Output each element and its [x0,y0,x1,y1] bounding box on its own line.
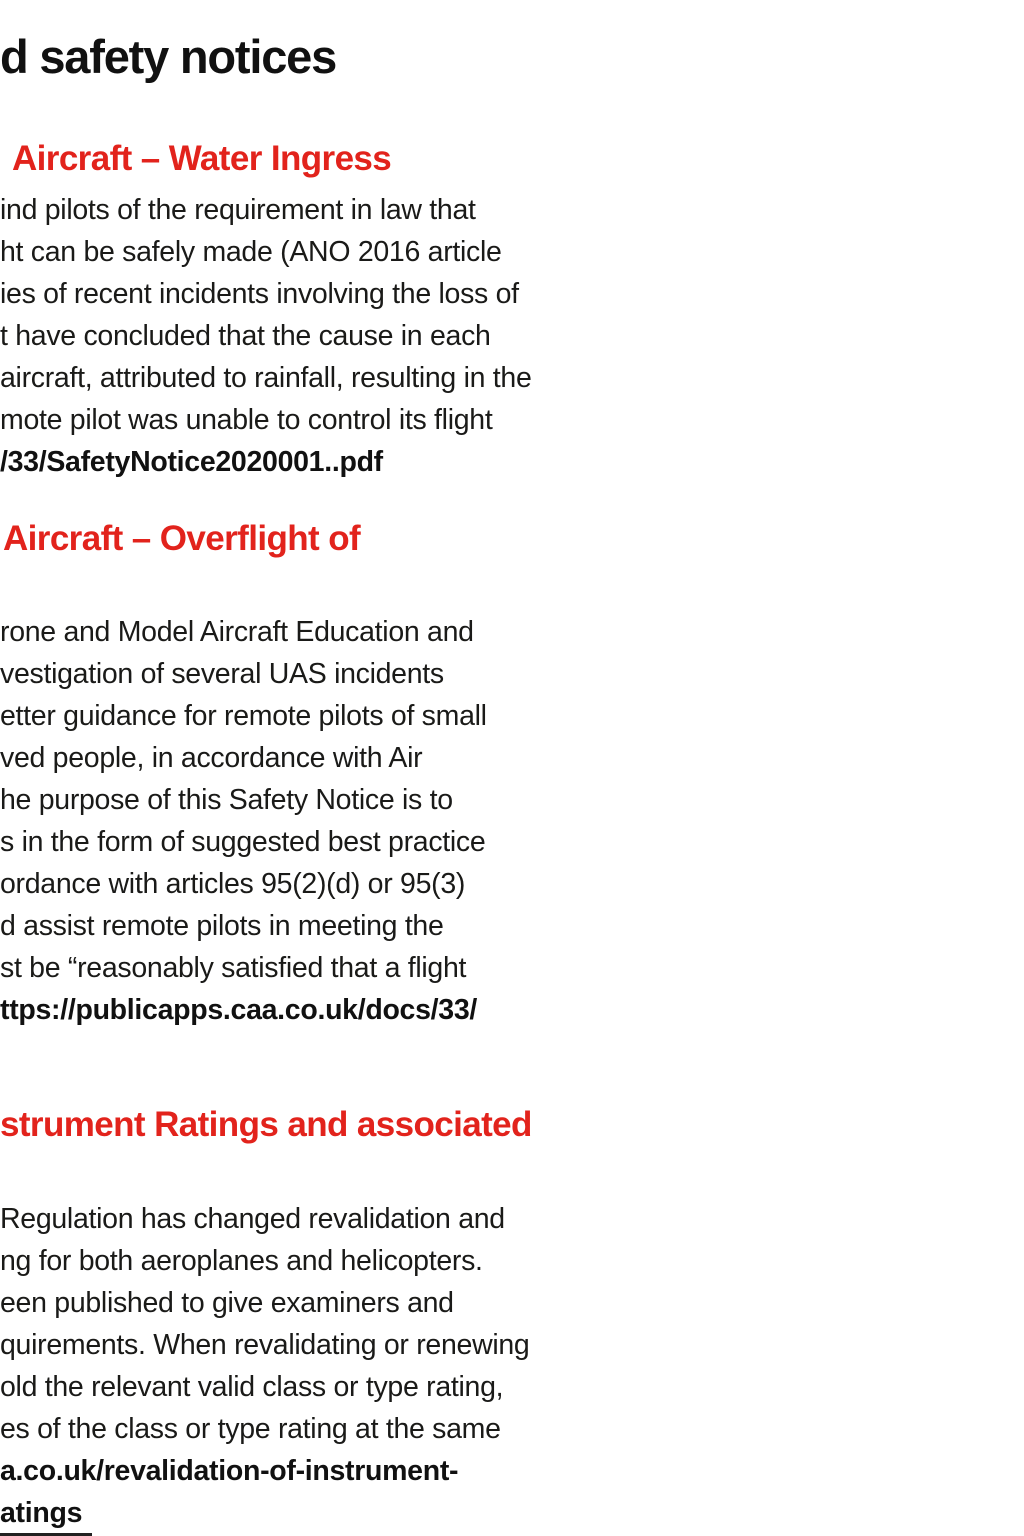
body-text-line: ind pilots of the requirement in law that [0,194,476,226]
body-text-line: etter guidance for remote pilots of small [0,700,487,732]
body-text-line: es of the class or type rating at the same [0,1413,501,1445]
body-text-line: ht can be safely made (ANO 2016 article [0,236,502,268]
section-heading: Aircraft – Water Ingress [12,139,392,178]
body-text-line: d assist remote pilots in meeting the [0,910,444,942]
body-text-line: vestigation of several UAS incidents [0,658,444,690]
body-text-line: een published to give examiners and [0,1287,454,1319]
body-text-line: ordance with articles 95(2)(d) or 95(3) [0,868,466,900]
section-body [0,189,1024,483]
body-text-line: he purpose of this Safety Notice is to [0,784,453,816]
body-text-line: mote pilot was unable to control its flight [0,404,493,436]
body-text-line: rone and Model Aircraft Education and [0,616,474,648]
body-text-line: ies of recent incidents involving the loss of [0,278,519,310]
body-text-line: t have concluded that the cause in each [0,320,491,352]
body-text-line: s in the form of suggested best practice [0,826,486,858]
section-heading: Aircraft – Overflight of [3,519,361,558]
document-link[interactable]: /33/SafetyNotice2020001..pdf [0,446,383,478]
page-title: d safety notices [0,30,337,83]
body-text-line: old the relevant valid class or type rating, [0,1371,504,1403]
section-body [0,1198,1024,1534]
body-text-line: aircraft, attributed to rainfall, resulting in the [0,362,532,394]
document-link[interactable]: atings [0,1497,83,1529]
body-text-line: ng for both aeroplanes and helicopters. [0,1245,483,1277]
body-text-line: Regulation has changed revalidation and [0,1203,505,1235]
section-heading: strument Ratings and associated [0,1105,532,1144]
section-body [0,611,1024,1031]
body-text-line: st be “reasonably satisfied that a flight [0,952,467,984]
body-text-line: ved people, in accordance with Air [0,742,423,774]
document-link[interactable]: a.co.uk/revalidation-of-instrument- [0,1455,459,1487]
body-text-line: quirements. When revalidating or renewing [0,1329,530,1361]
document-link[interactable]: ttps://publicapps.caa.co.uk/docs/33/ [0,994,477,1026]
